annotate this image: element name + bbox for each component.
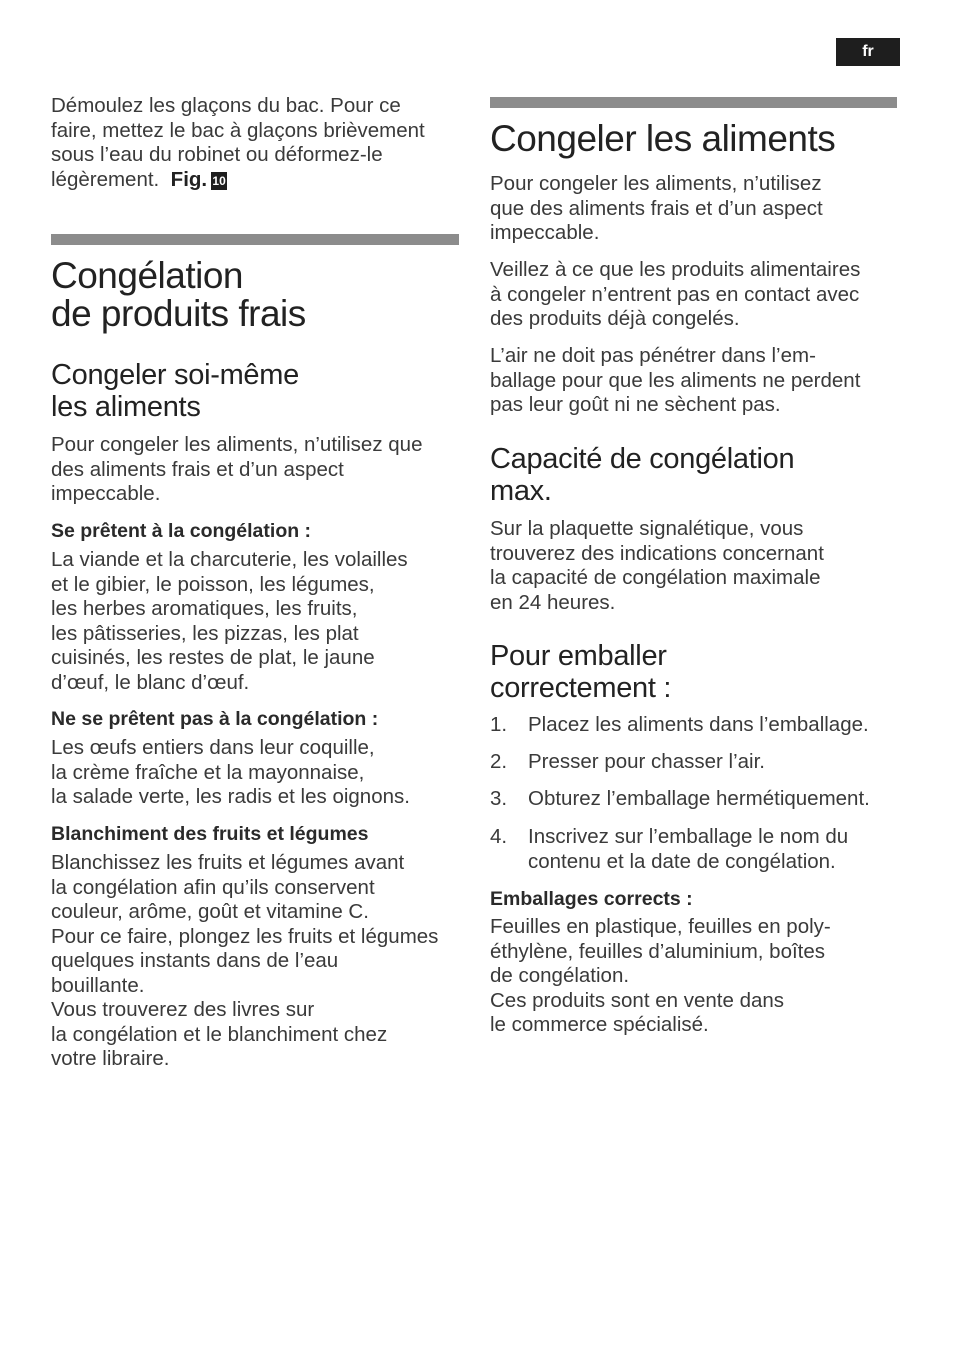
packing-heading: Pour emballer correctement :	[490, 640, 672, 704]
language-badge: fr	[836, 38, 900, 66]
list-item: 1. Placez les aliments dans l’emballage.	[490, 713, 869, 736]
list-item: 2. Presser pour chasser l’air.	[490, 750, 765, 773]
paragraph-fresh-food: Pour congeler les aliments, n’utilisez que des aliments frais et d’un aspect impeccable.	[490, 172, 823, 244]
section-rule	[51, 234, 459, 245]
correct-packaging-paragraph: Feuilles en plastique, feuilles en poly- éthylène, feuilles d’aluminium, boîtes de congélation. Ces produits sont en vente dans le commerce spécialisé.	[490, 915, 831, 1036]
figure-reference: Fig. 10	[170, 167, 226, 191]
subheading-suitable: Se prêtent à la congélation :	[51, 520, 312, 542]
list-item: 3. Obturez l’emballage hermétiquement.	[490, 787, 870, 810]
section-heading: Congeler soi-même les aliments	[51, 359, 299, 423]
intro-paragraph	[51, 94, 471, 192]
paragraph-contact: Veillez à ce que les produits alimentaires à congeler n’entrent pas en contact avec des produits déjà congelés.	[490, 258, 861, 330]
text-line: sous l’eau du robinet ou déformez-le	[51, 143, 383, 166]
suitable-list: La viande et la charcuterie, les volailles et le gibier, le poisson, les légumes, les herbes aromatiques, les fruits, les pâtisseries, les pizzas, les plat cuisinés, les restes de plat, le jaune d’œuf, le blanc d’œuf.	[51, 548, 408, 694]
section-rule	[490, 97, 897, 108]
text-line: faire, mettez le bac à glaçons brièvement	[51, 118, 425, 142]
capacity-paragraph: Sur la plaquette signalétique, vous trouverez des indications concernant la capacité de congélation maximale en 24 heures.	[490, 517, 824, 614]
capacity-heading: Capacité de congélation max.	[490, 443, 795, 507]
subheading-unsuitable: Ne se prêtent pas à la congélation :	[51, 708, 379, 730]
unsuitable-list: Les œufs entiers dans leur coquille, la crème fraîche et la mayonnaise, la salade verte, les radis et les oignons.	[51, 736, 410, 808]
paragraph-air: L’air ne doit pas pénétrer dans l’em- ballage pour que les aliments ne perdent pas leur goût ni ne sèchent pas.	[490, 344, 861, 416]
section-paragraph: Pour congeler les aliments, n’utilisez que des aliments frais et d’un aspect impeccable.	[51, 433, 423, 505]
blanching-paragraph: Blanchissez les fruits et légumes avant la congélation afin qu’ils conservent couleur, arôme, goût et vitamine C. Pour ce faire, plongez les fruits et légumes quelques instants dans de l’eau bouillante. Vous trouverez des livres sur la congélation et le blanchiment chez votre libraire.	[51, 851, 439, 1070]
section-title: Congeler les aliments	[490, 118, 836, 159]
text-line: Démoulez les glaçons du bac. Pour ce	[51, 94, 401, 117]
figure-number-icon: 10	[212, 173, 226, 188]
subheading-correct-packaging: Emballages corrects :	[490, 888, 693, 910]
page-title: Congélation de produits frais	[51, 255, 306, 334]
list-item: 4. Inscrivez sur l’emballage le nom du contenu et la date de congélation.	[490, 825, 849, 873]
text-line: légèrement.	[51, 167, 160, 191]
subheading-blanching: Blanchiment des fruits et légumes	[51, 823, 369, 845]
